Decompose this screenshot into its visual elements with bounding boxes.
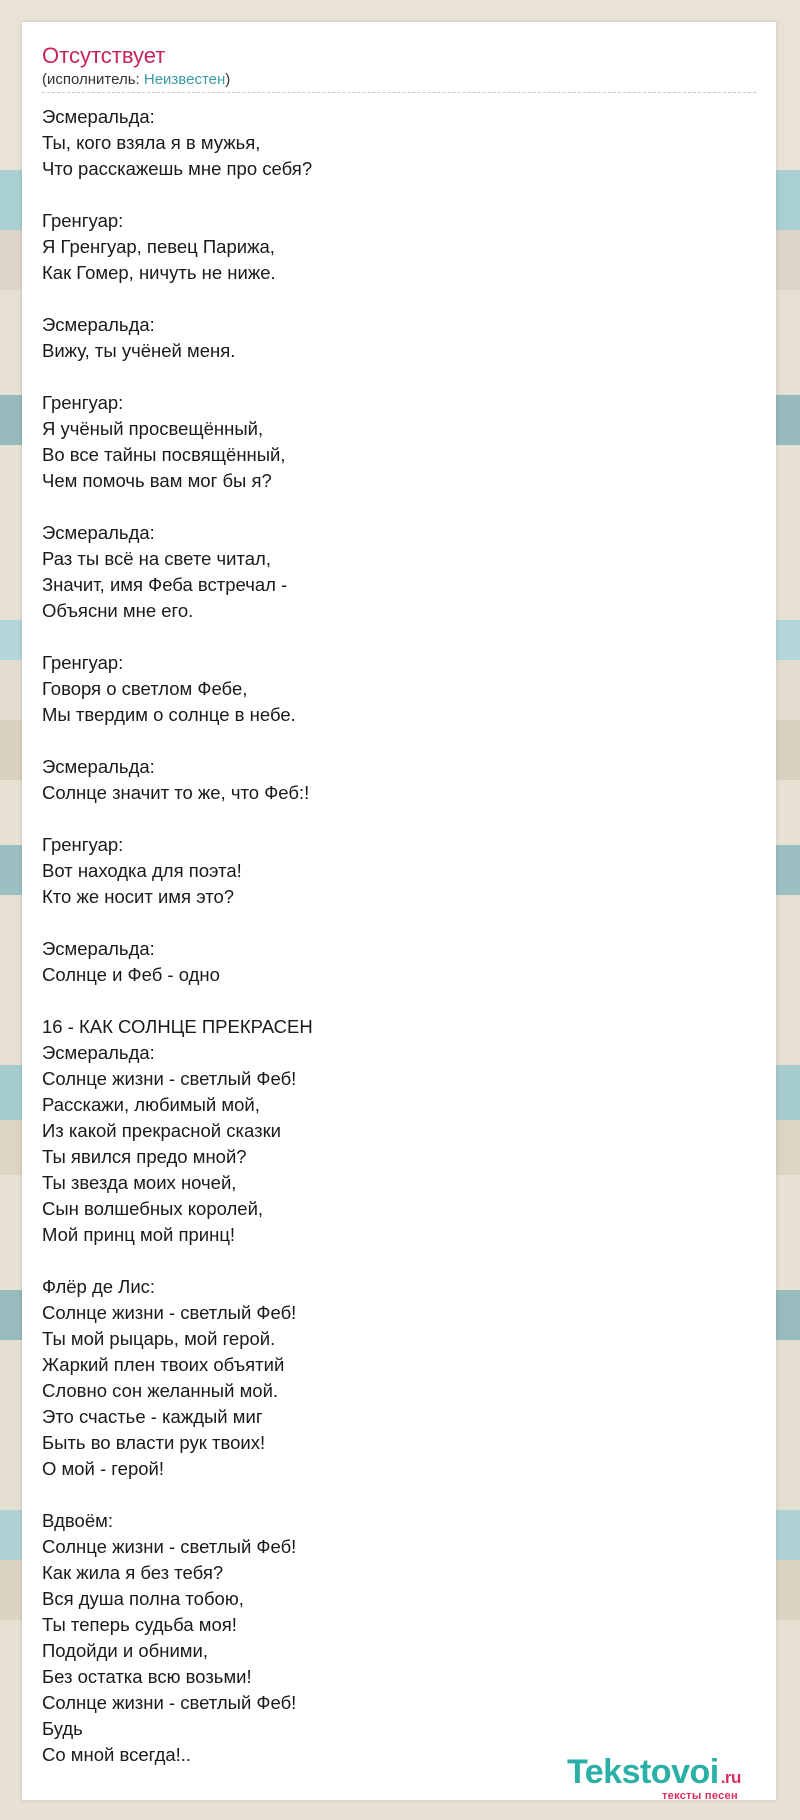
lyrics-line: Чем помочь вам мог бы я? <box>42 470 272 491</box>
lyrics-card <box>22 22 776 1800</box>
lyrics-text <box>42 104 756 1794</box>
lyrics-line: Из какой прекрасной сказки <box>42 1120 282 1141</box>
lyrics-line: Солнце и Феб - одно <box>42 964 220 985</box>
lyrics-line: Мой принц мой принц! <box>42 1224 236 1245</box>
lyrics-verse <box>42 390 756 494</box>
artist-link[interactable]: Неизвестен <box>143 71 226 88</box>
lyrics-line: Вдвоём: <box>42 1510 113 1531</box>
artist-line <box>42 70 756 90</box>
lyrics-line: Солнце жизни - светлый Феб! <box>42 1068 297 1089</box>
lyrics-line: Раз ты всё на свете читал, <box>42 548 271 569</box>
lyrics-line: Объясни мне его. <box>42 600 194 621</box>
lyrics-verse <box>42 1508 756 1768</box>
lyrics-line: Эсмеральда: <box>42 522 155 543</box>
lyrics-line: Словно сон желанный мой. <box>42 1380 279 1401</box>
lyrics-line: Без остатка всю возьми! <box>42 1666 252 1687</box>
logo-tld: .ru <box>720 1768 741 1787</box>
lyrics-verse <box>42 1274 756 1482</box>
lyrics-line: Подойди и обними, <box>42 1640 208 1661</box>
lyrics-line: Я учёный просвещённый, <box>42 418 264 439</box>
lyrics-line: Вот находка для поэта! <box>42 860 242 881</box>
lyrics-line: Быть во власти рук твоих! <box>42 1432 266 1453</box>
lyrics-line: Солнце жизни - светлый Феб! <box>42 1302 297 1323</box>
lyrics-line: Говоря о светлом Фебе, <box>42 678 248 699</box>
lyrics-line: Как Гомер, ничуть не ниже. <box>42 262 276 283</box>
lyrics-verse <box>42 754 756 806</box>
lyrics-verse <box>42 208 756 286</box>
lyrics-verse <box>42 832 756 910</box>
lyrics-line: Ты звезда моих ночей, <box>42 1172 237 1193</box>
lyrics-line: Ты мой рыцарь, мой герой. <box>42 1328 276 1349</box>
lyrics-line: Жаркий плен твоих объятий <box>42 1354 285 1375</box>
lyrics-line: Кто же носит имя это? <box>42 886 235 907</box>
lyrics-line: Ты теперь судьба моя! <box>42 1614 237 1635</box>
lyrics-line: Вижу, ты учёней меня. <box>42 340 236 361</box>
lyrics-line: Как жила я без тебя? <box>42 1562 224 1583</box>
lyrics-verse <box>42 520 756 624</box>
lyrics-line: Гренгуар: <box>42 210 124 231</box>
lyrics-line: 16 - КАК СОЛНЦЕ ПРЕКРАСЕН <box>42 1016 313 1037</box>
logo-main-text: Tekstovoi <box>567 1753 719 1791</box>
lyrics-line: Эсмеральда: <box>42 314 155 335</box>
lyrics-line: Эсмеральда: <box>42 938 155 959</box>
lyrics-verse <box>42 104 756 182</box>
lyrics-line: Эсмеральда: <box>42 756 155 777</box>
lyrics-line: Гренгуар: <box>42 652 124 673</box>
song-header <box>42 42 756 93</box>
logo-subtitle: тексты песен <box>662 1790 738 1802</box>
lyrics-line: Солнце жизни - светлый Феб! <box>42 1536 297 1557</box>
lyrics-line: Это счастье - каждый миг <box>42 1406 263 1427</box>
lyrics-line: Мы твердим о солнце в небе. <box>42 704 296 725</box>
lyrics-verse <box>42 650 756 728</box>
lyrics-verse <box>42 936 756 988</box>
lyrics-verse <box>42 312 756 364</box>
lyrics-line: Солнце жизни - светлый Феб! <box>42 1692 297 1713</box>
lyrics-line: Флёр де Лис: <box>42 1276 156 1297</box>
lyrics-line: Расскажи, любимый мой, <box>42 1094 260 1115</box>
lyrics-line: Эсмеральда: <box>42 106 155 127</box>
lyrics-line: Я Гренгуар, певец Парижа, <box>42 236 275 257</box>
artist-prefix: (исполнитель: <box>42 71 144 88</box>
lyrics-line: Солнце значит то же, что Феб:! <box>42 782 310 803</box>
lyrics-verse <box>42 1014 756 1248</box>
lyrics-line: Значит, имя Феба встречал - <box>42 574 288 595</box>
lyrics-line: Будь <box>42 1718 83 1739</box>
lyrics-line: Эсмеральда: <box>42 1042 155 1063</box>
lyrics-line: Ты явился предо мной? <box>42 1146 247 1167</box>
lyrics-line: Во все тайны посвящённый, <box>42 444 286 465</box>
lyrics-line: Ты, кого взяла я в мужья, <box>42 132 261 153</box>
lyrics-line: Гренгуар: <box>42 834 124 855</box>
lyrics-line: Что расскажешь мне про себя? <box>42 158 313 179</box>
site-logo[interactable] <box>567 1752 787 1812</box>
artist-suffix: ) <box>225 71 231 88</box>
lyrics-line: Гренгуар: <box>42 392 124 413</box>
song-title: Отсутствует <box>42 43 166 68</box>
lyrics-line: Сын волшебных королей, <box>42 1198 264 1219</box>
lyrics-line: Со мной всегда!.. <box>42 1744 192 1765</box>
lyrics-line: Вся душа полна тобою, <box>42 1588 244 1609</box>
lyrics-line: О мой - герой! <box>42 1458 164 1479</box>
